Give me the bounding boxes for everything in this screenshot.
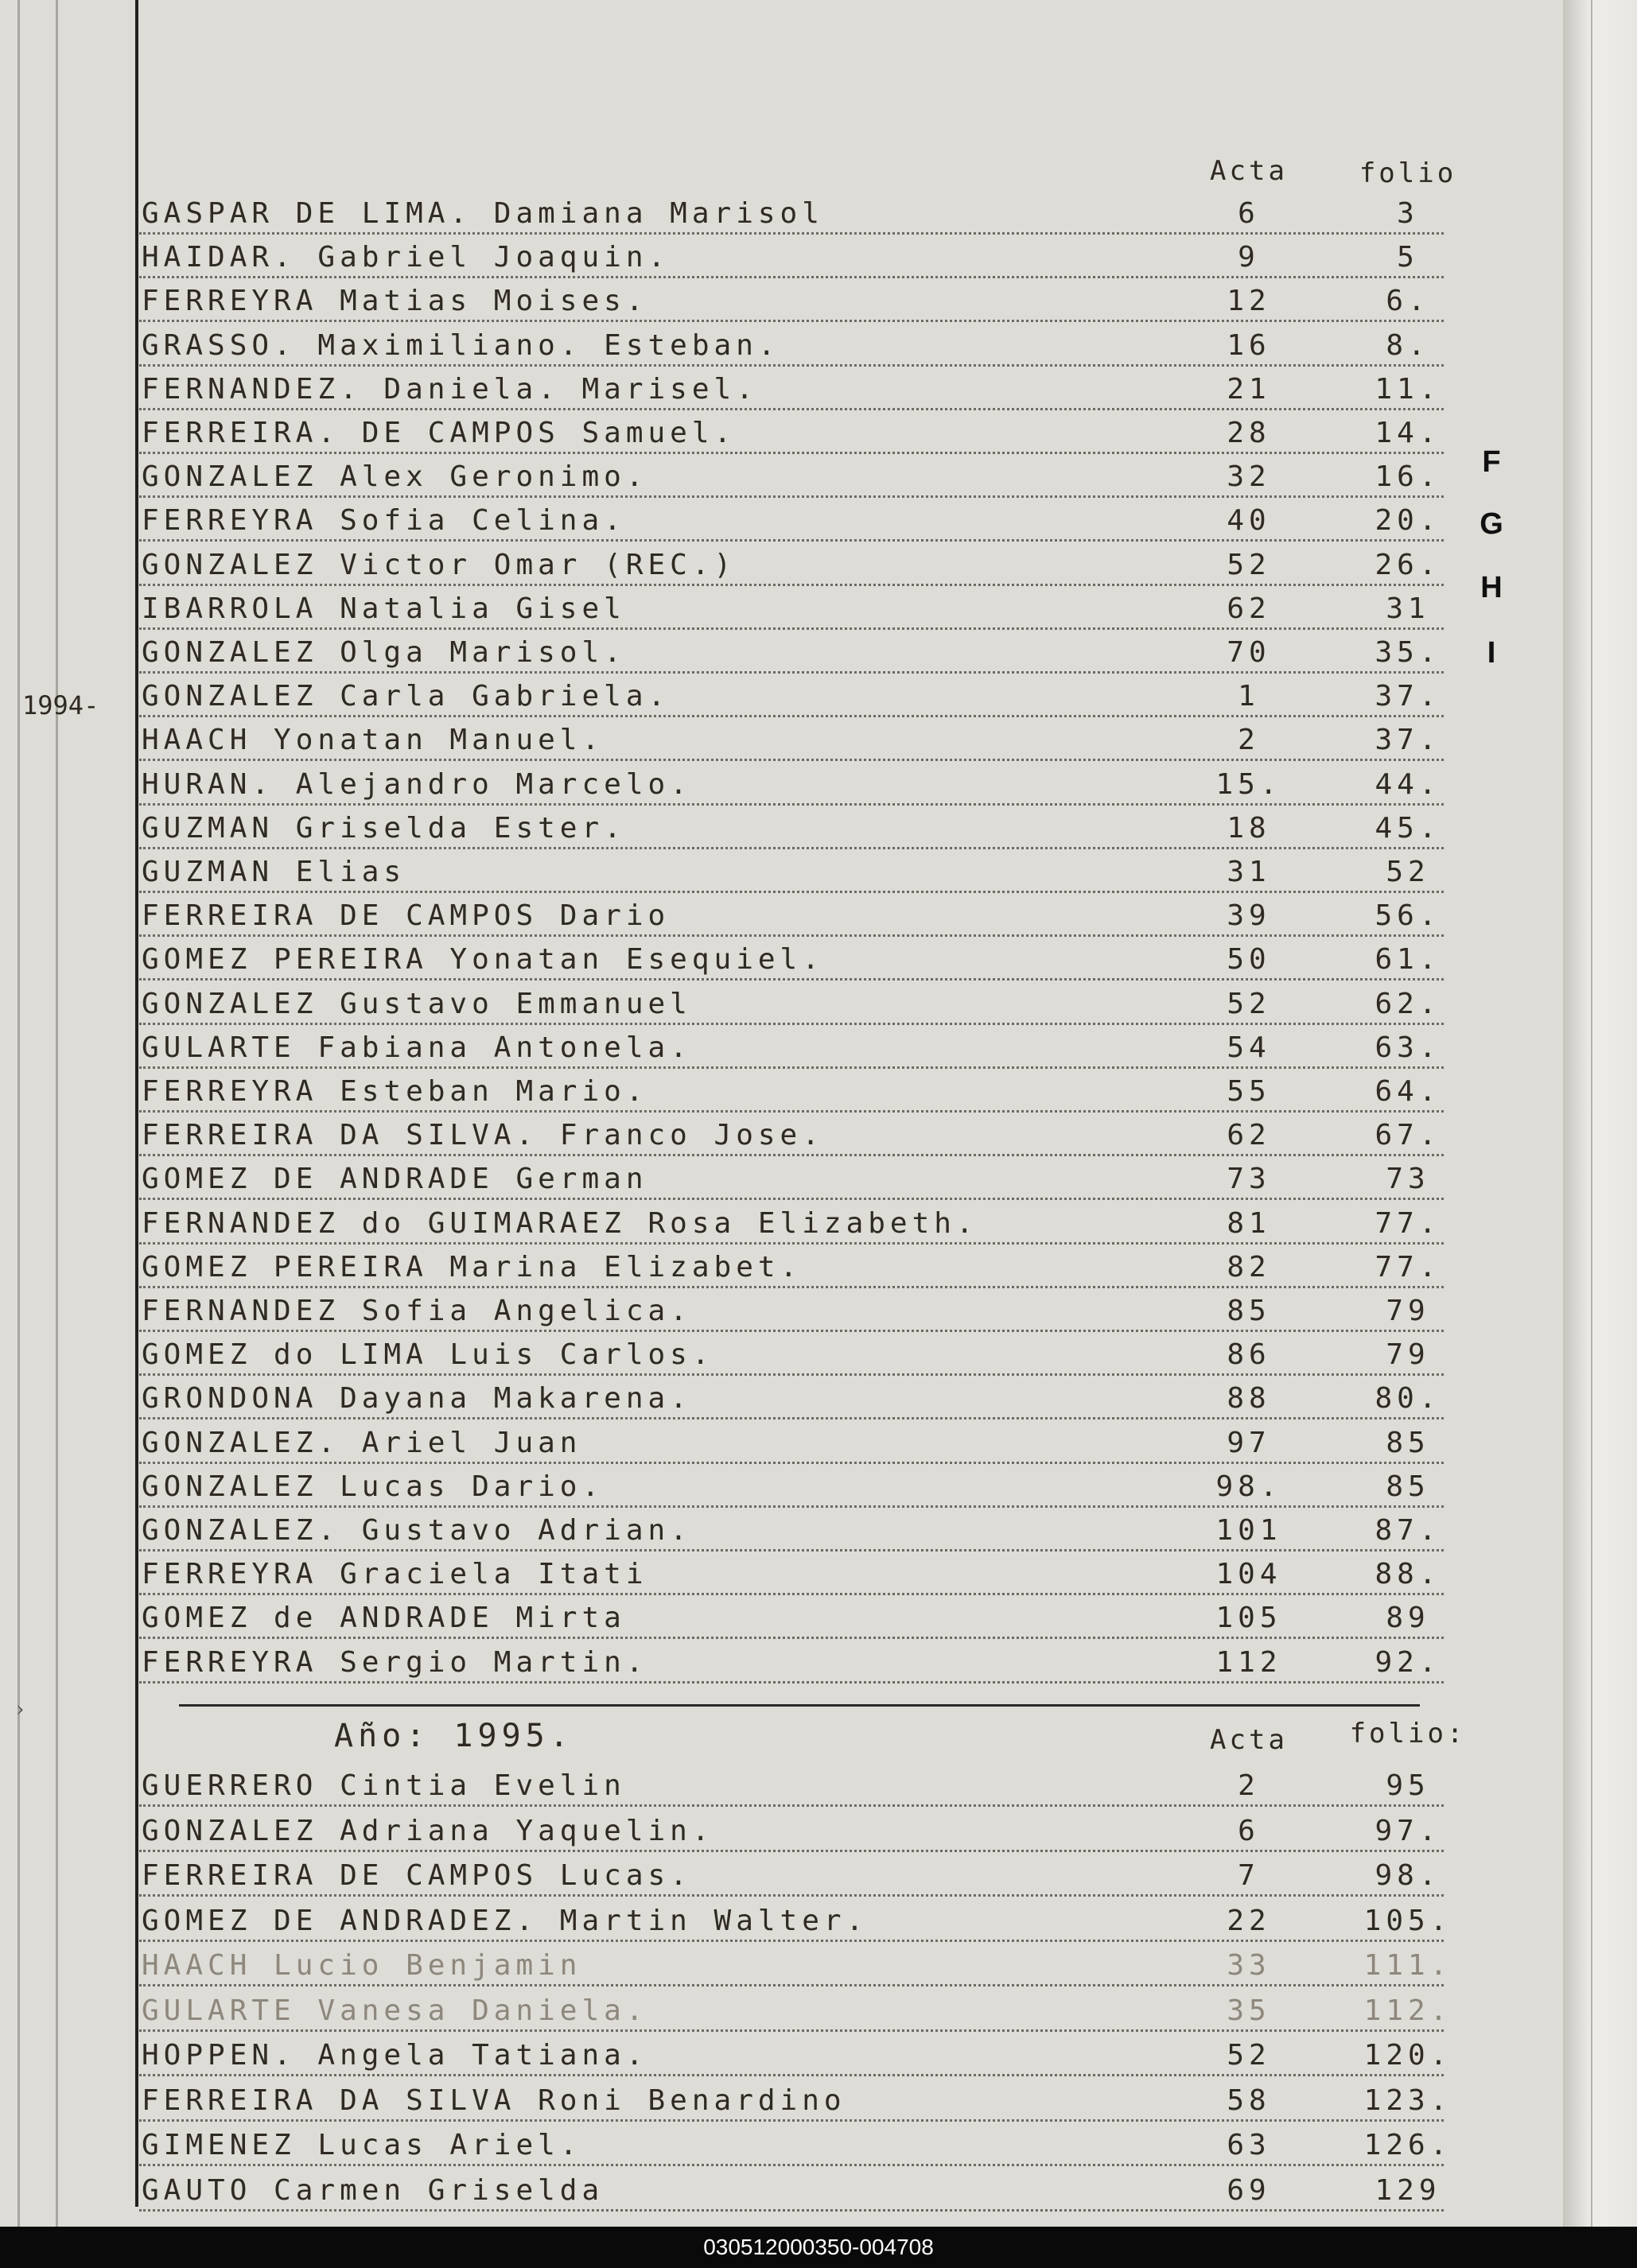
entry-name: GOMEZ de ANDRADE Mirta: [142, 1602, 626, 1635]
entry-acta: 40: [1227, 504, 1271, 538]
binding-spine: [0, 0, 131, 2227]
entry-folio: 52: [1386, 856, 1430, 888]
entry-name: FERREYRA Sergio Martin.: [142, 1645, 648, 1679]
entry-folio: 11.: [1375, 372, 1441, 406]
entry-name: FERREYRA Graciela Itati: [142, 1558, 648, 1591]
entry-folio: 61.: [1375, 943, 1441, 977]
entry-acta: 31: [1227, 856, 1271, 888]
dotted-rule: [139, 1940, 1444, 1942]
dotted-rule: [139, 495, 1444, 498]
index-tab-i: I: [1487, 636, 1496, 670]
entry-acta: 105: [1215, 1602, 1282, 1635]
dotted-rule: [139, 671, 1444, 674]
entry-acta: 73: [1227, 1163, 1271, 1196]
entry-name: HOPPEN. Angela Tatiana.: [142, 2039, 648, 2072]
dotted-rule: [139, 1637, 1444, 1639]
entry-folio: 129: [1375, 2173, 1441, 2207]
entry-acta: 63: [1227, 2129, 1271, 2161]
entry-name: GOMEZ PEREIRA Yonatan Esequiel.: [142, 943, 824, 977]
dotted-rule: [139, 1894, 1444, 1897]
entry-name: GONZALEZ. Gustavo Adrian.: [142, 1514, 692, 1547]
entry-folio: 14.: [1375, 417, 1441, 449]
entry-name: GONZALEZ Adriana Yaquelin.: [142, 1814, 714, 1847]
entry-name: FERREIRA DA SILVA Roni Benardino: [142, 2084, 846, 2117]
dotted-rule: [139, 1330, 1444, 1332]
entry-folio: 44.: [1375, 767, 1441, 801]
entry-acta: 70: [1227, 636, 1271, 669]
entry-acta: 35: [1227, 1994, 1271, 2027]
dotted-rule: [139, 1066, 1444, 1069]
folio-header-1995: folio:: [1349, 1718, 1467, 1750]
page-edge: [1563, 0, 1637, 2227]
entry-folio: 88.: [1375, 1558, 1441, 1591]
entry-acta: 6: [1238, 197, 1260, 230]
spine-line: [56, 0, 58, 2227]
entry-folio: 85: [1386, 1470, 1430, 1503]
dotted-rule: [139, 715, 1444, 717]
entry-name: HAACH Yonatan Manuel.: [142, 724, 605, 757]
entry-folio: 63.: [1375, 1031, 1441, 1064]
dotted-rule: [139, 1505, 1444, 1508]
entry-name: FERREIRA. DE CAMPOS Samuel.: [142, 417, 737, 449]
dotted-rule: [139, 847, 1444, 849]
entry-folio: 3: [1397, 197, 1419, 230]
dotted-rule: [139, 627, 1444, 630]
entry-name: FERNANDEZ do GUIMARAEZ Rosa Elizabeth.: [142, 1206, 978, 1240]
entry-name: HURAN. Alejandro Marcelo.: [142, 767, 692, 801]
entry-acta: 28: [1227, 417, 1271, 449]
entry-folio: 79: [1386, 1338, 1430, 1372]
entry-acta: 16: [1227, 328, 1271, 362]
entry-folio: 87.: [1375, 1514, 1441, 1547]
entry-folio: 35.: [1375, 636, 1441, 669]
year-heading-1995: Año: 1995.: [334, 1718, 574, 1754]
margin-mark: ›: [16, 1698, 25, 1722]
entry-folio: 62.: [1375, 987, 1441, 1020]
entry-name: GUZMAN Elias: [142, 856, 406, 888]
entry-folio: 92.: [1375, 1645, 1441, 1679]
dotted-rule: [139, 408, 1444, 410]
entry-folio: 37.: [1375, 680, 1441, 713]
entry-name: GUERRERO Cintia Evelin: [142, 1769, 626, 1802]
acta-header-1995: Acta: [1210, 1724, 1288, 1756]
entry-folio: 79: [1386, 1295, 1430, 1327]
dotted-rule: [139, 2209, 1444, 2212]
dotted-rule: [139, 276, 1444, 278]
entry-name: GONZALEZ Olga Marisol.: [142, 636, 626, 669]
entry-acta: 98.: [1215, 1470, 1282, 1503]
entry-acta: 32: [1227, 460, 1271, 494]
entry-name: GIMENEZ Lucas Ariel.: [142, 2129, 582, 2161]
entry-acta: 54: [1227, 1031, 1271, 1064]
dotted-rule: [139, 452, 1444, 454]
entry-folio: 5: [1397, 241, 1419, 274]
dotted-rule: [139, 1417, 1444, 1419]
dotted-rule: [139, 759, 1444, 761]
dotted-rule: [139, 2119, 1444, 2122]
dotted-rule: [139, 2074, 1444, 2076]
entry-name: IBARROLA Natalia Gisel: [142, 592, 626, 625]
dotted-rule: [139, 1198, 1444, 1200]
entry-name: GULARTE Vanesa Daniela.: [142, 1994, 648, 2027]
folio-header: folio: [1359, 157, 1457, 189]
entry-acta: 85: [1227, 1295, 1271, 1327]
index-tab-h: H: [1480, 571, 1503, 604]
entry-acta: 86: [1227, 1338, 1271, 1372]
entry-name: HAACH Lucio Benjamin: [142, 1949, 582, 1982]
entry-name: FERREYRA Matias Moises.: [142, 285, 648, 318]
entry-folio: 26.: [1375, 548, 1441, 581]
entry-folio: 80.: [1375, 1382, 1441, 1416]
dotted-rule: [139, 1850, 1444, 1852]
entry-name: GUZMAN Griselda Ester.: [142, 811, 626, 845]
spine-line: [17, 0, 20, 2227]
entry-folio: 37.: [1375, 724, 1441, 757]
entry-name: GAUTO Carmen Griselda: [142, 2173, 605, 2207]
entry-acta: 112: [1215, 1645, 1282, 1679]
entry-acta: 33: [1227, 1949, 1271, 1982]
entry-folio: 95: [1386, 1769, 1430, 1802]
dotted-rule: [139, 1373, 1444, 1376]
dotted-rule: [139, 978, 1444, 981]
entry-acta: 52: [1227, 987, 1271, 1020]
section-separator: [179, 1704, 1420, 1707]
dotted-rule: [139, 934, 1444, 937]
entry-name: GULARTE Fabiana Antonela.: [142, 1031, 692, 1064]
dotted-rule: [139, 1804, 1444, 1807]
footer-code: 030512000350-004708: [703, 2235, 934, 2259]
entry-folio: 73: [1386, 1163, 1430, 1196]
entry-acta: 6: [1238, 1814, 1260, 1847]
page-edge-line: [1591, 0, 1592, 2227]
entry-folio: 20.: [1375, 504, 1441, 538]
entry-folio: 97.: [1375, 1814, 1441, 1847]
entry-name: GONZALEZ Lucas Dario.: [142, 1470, 605, 1503]
entry-acta: 2: [1238, 1769, 1260, 1802]
entry-folio: 77.: [1375, 1206, 1441, 1240]
entry-folio: 67.: [1375, 1119, 1441, 1152]
entry-acta: 55: [1227, 1075, 1271, 1108]
entry-name: GASPAR DE LIMA. Damiana Marisol: [142, 197, 824, 230]
entry-folio: 126.: [1363, 2129, 1452, 2161]
entry-acta: 21: [1227, 372, 1271, 406]
entry-name: FERREYRA Esteban Mario.: [142, 1075, 648, 1108]
dotted-rule: [139, 1286, 1444, 1288]
entry-acta: 18: [1227, 811, 1271, 845]
dotted-rule: [139, 1462, 1444, 1464]
entry-name: FERREIRA DA SILVA. Franco Jose.: [142, 1119, 824, 1152]
dotted-rule: [139, 232, 1444, 235]
index-tab-f: F: [1482, 445, 1501, 479]
dotted-rule: [139, 1023, 1444, 1025]
margin-year: 1994-: [22, 690, 99, 720]
entry-acta: 7: [1238, 1859, 1260, 1892]
entry-name: GOMEZ DE ANDRADE German: [142, 1163, 648, 1196]
dotted-rule: [139, 1154, 1444, 1156]
entry-name: FERNANDEZ Sofia Angelica.: [142, 1295, 692, 1327]
dotted-rule: [139, 1593, 1444, 1595]
entry-acta: 62: [1227, 592, 1271, 625]
entry-folio: 45.: [1375, 811, 1441, 845]
entry-name: GOMEZ DE ANDRADEZ. Martin Walter.: [142, 1904, 869, 1937]
entry-acta: 97: [1227, 1426, 1271, 1459]
entry-acta: 22: [1227, 1904, 1271, 1937]
margin-line: [135, 0, 138, 2207]
dotted-rule: [139, 539, 1444, 542]
entry-acta: 88: [1227, 1382, 1271, 1416]
entry-name: GONZALEZ Gustavo Emmanuel: [142, 987, 692, 1020]
entry-name: GONZALEZ Victor Omar (REC.): [142, 548, 737, 581]
entry-folio: 64.: [1375, 1075, 1441, 1108]
entry-name: GOMEZ PEREIRA Marina Elizabet.: [142, 1250, 803, 1284]
dotted-rule: [139, 1110, 1444, 1113]
acta-header: Acta: [1210, 155, 1288, 187]
entry-name: FERREYRA Sofia Celina.: [142, 504, 626, 538]
entry-name: GRASSO. Maximiliano. Esteban.: [142, 328, 780, 362]
entry-folio: 112.: [1363, 1994, 1452, 2027]
dotted-rule: [139, 1984, 1444, 1986]
entry-name: GONZALEZ Alex Geronimo.: [142, 460, 648, 494]
entry-acta: 62: [1227, 1119, 1271, 1152]
index-tab-g: G: [1480, 507, 1503, 541]
entry-folio: 77.: [1375, 1250, 1441, 1284]
entry-folio: 111.: [1363, 1949, 1452, 1982]
entry-acta: 81: [1227, 1206, 1271, 1240]
entry-acta: 82: [1227, 1250, 1271, 1284]
entry-acta: 50: [1227, 943, 1271, 977]
dotted-rule: [139, 584, 1444, 586]
dotted-rule: [139, 1242, 1444, 1245]
entry-name: GONZALEZ. Ariel Juan: [142, 1426, 582, 1459]
entry-acta: 39: [1227, 899, 1271, 933]
entry-acta: 1: [1238, 680, 1260, 713]
dotted-rule: [139, 2029, 1444, 2032]
entry-acta: 101: [1215, 1514, 1282, 1547]
entry-name: FERREIRA DE CAMPOS Dario: [142, 899, 671, 933]
dotted-rule: [139, 1549, 1444, 1551]
dotted-rule: [139, 1681, 1444, 1684]
entry-name: FERNANDEZ. Daniela. Marisel.: [142, 372, 758, 406]
entry-acta: 69: [1227, 2173, 1271, 2207]
entry-name: FERREIRA DE CAMPOS Lucas.: [142, 1859, 692, 1892]
entry-acta: 104: [1215, 1558, 1282, 1591]
entry-acta: 12: [1227, 285, 1271, 318]
entry-acta: 52: [1227, 548, 1271, 581]
entry-acta: 9: [1238, 241, 1260, 274]
entry-acta: 58: [1227, 2084, 1271, 2117]
entry-folio: 31: [1386, 592, 1430, 625]
entry-folio: 120.: [1363, 2039, 1452, 2072]
dotted-rule: [139, 803, 1444, 806]
entry-folio: 6.: [1386, 285, 1430, 318]
entry-acta: 2: [1238, 724, 1260, 757]
dotted-rule: [139, 2164, 1444, 2166]
entry-folio: 8.: [1386, 328, 1430, 362]
entry-folio: 89: [1386, 1602, 1430, 1635]
entry-acta: 15.: [1215, 767, 1282, 801]
entry-folio: 56.: [1375, 899, 1441, 933]
dotted-rule: [139, 320, 1444, 322]
dotted-rule: [139, 364, 1444, 367]
entry-folio: 85: [1386, 1426, 1430, 1459]
entry-folio: 98.: [1375, 1859, 1441, 1892]
entry-name: GONZALEZ Carla Gabriela.: [142, 680, 671, 713]
entry-folio: 123.: [1363, 2084, 1452, 2117]
entry-folio: 16.: [1375, 460, 1441, 494]
entry-name: HAIDAR. Gabriel Joaquin.: [142, 241, 671, 274]
entry-acta: 52: [1227, 2039, 1271, 2072]
entry-folio: 105.: [1363, 1904, 1452, 1937]
dotted-rule: [139, 891, 1444, 893]
entry-name: GOMEZ do LIMA Luis Carlos.: [142, 1338, 714, 1372]
entry-name: GRONDONA Dayana Makarena.: [142, 1382, 692, 1416]
